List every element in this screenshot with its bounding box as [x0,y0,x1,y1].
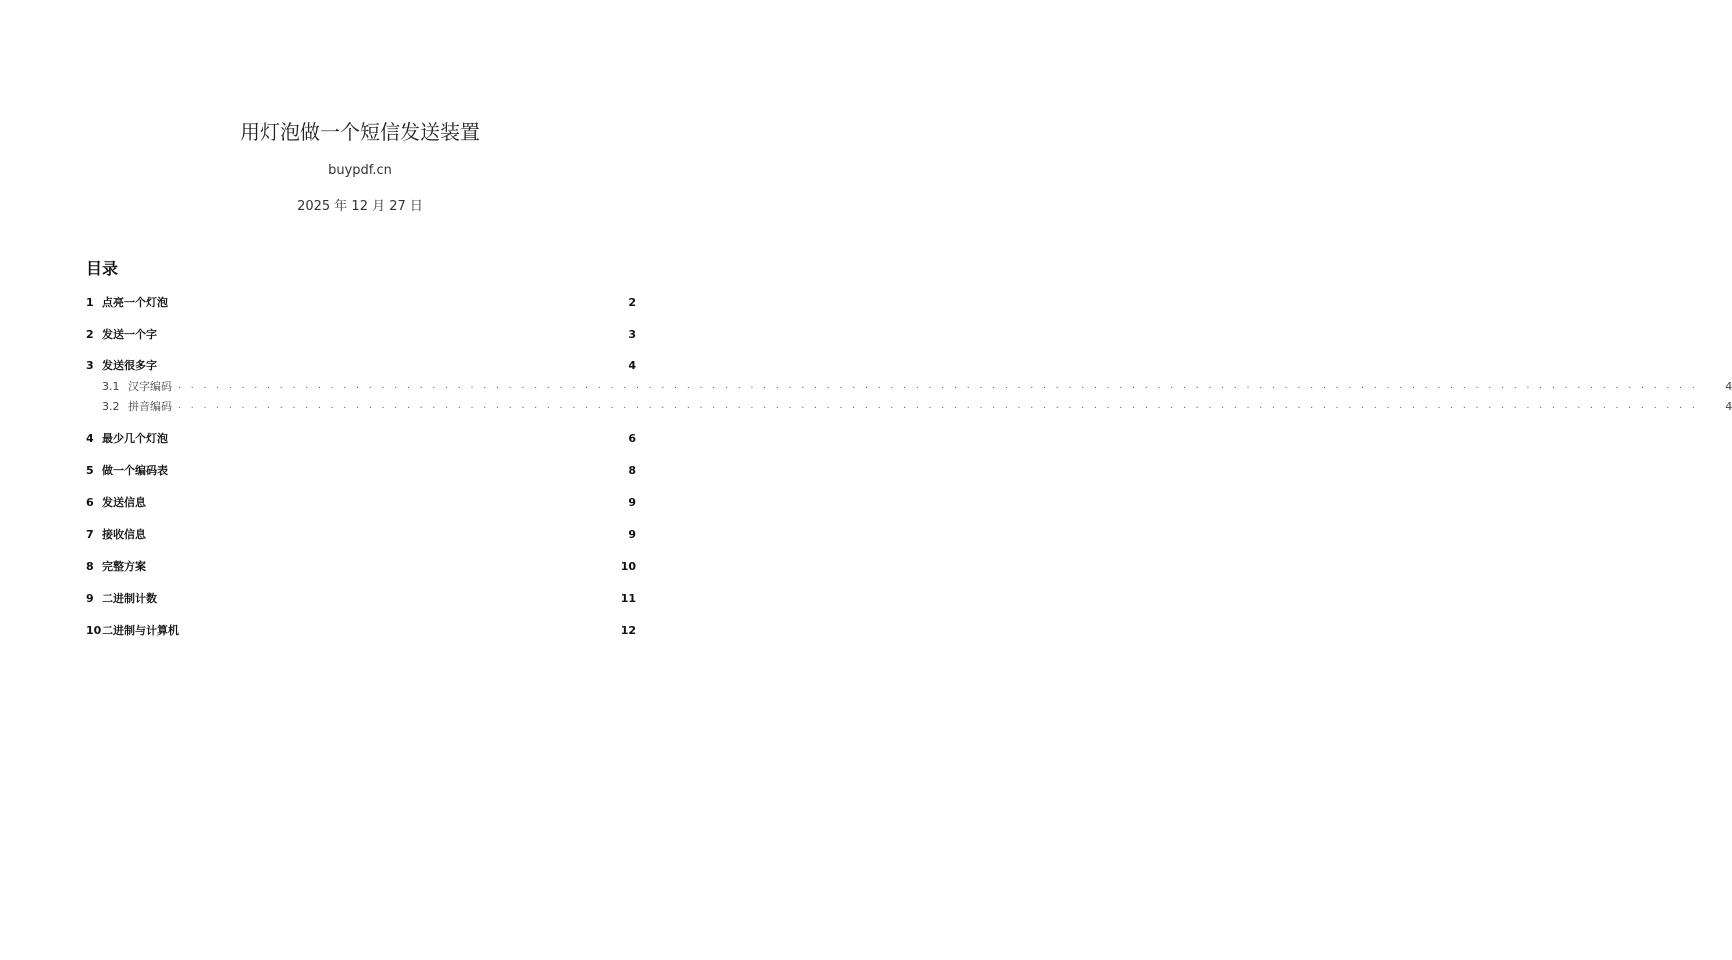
toc-entry-number: 3.1 [102,379,120,393]
toc-entry-title: 点亮一个灯泡 [102,296,168,309]
toc-dot-leader: . . . . . . . . . . . . . . . . . . . . . . . . . . . . . . . . . . . . . . . . . . . . . . . . . . . . . . . . . . . . . . . . . . . . . . . . . . . . . . . . . . . . . . . . . . . . . . . . . . . . . . . . . . . . . . . . . . . . . . . . [178,381,1699,391]
toc-entry-title: 完整方案 [102,560,146,573]
toc-entry-title: 最少几个灯泡 [102,432,168,445]
toc-section-entry[interactable] [86,378,1732,394]
toc-entry-page: 4 [1725,399,1732,413]
toc-section-entry[interactable] [86,398,1732,414]
toc-entry-page: 9 [628,527,636,541]
toc-entry-title: 接收信息 [102,528,146,541]
toc-entry-number: 4 [86,431,94,445]
toc-entry-number: 6 [86,495,94,509]
toc-entry-title: 发送很多字 [102,359,157,372]
toc-entry-title: 二进制与计算机 [102,624,179,637]
toc-entry-number: 1 [86,295,94,309]
toc-entry-page: 4 [628,358,636,372]
toc-entry-number: 3.2 [102,399,120,413]
toc-entry-page: 2 [628,295,636,309]
toc-dot-leader: . . . . . . . . . . . . . . . . . . . . . . . . . . . . . . . . . . . . . . . . . . . . . . . . . . . . . . . . . . . . . . . . . . . . . . . . . . . . . . . . . . . . . . . . . . . . . . . . . . . . . . . . . . . . . . . . . . . . . . . . [178,401,1699,411]
toc-entry-title: 汉字编码 [128,380,172,393]
toc-entry-page: 11 [620,591,636,605]
toc-chapter-entry[interactable] [86,590,636,606]
toc-entry-number: 9 [86,591,94,605]
toc-entry-page: 8 [628,463,636,477]
toc-chapter-entry[interactable] [86,558,636,574]
toc-chapter-entry[interactable] [86,526,636,542]
document-date: 2025 年 12 月 27 日 [297,199,423,214]
toc-chapter-entry[interactable] [86,622,636,638]
toc-entry-number: 2 [86,327,94,341]
toc-entry-page: 10 [620,559,636,573]
document-author: buypdf.cn [328,163,392,178]
toc-heading: 目录 [86,259,119,278]
toc-entry-title: 做一个编码表 [102,464,168,477]
toc-chapter-entry[interactable] [86,494,636,510]
toc-entry-page: 6 [628,431,636,445]
toc-entry-title: 发送一个字 [102,328,157,341]
toc-entry-page: 3 [628,327,636,341]
toc-chapter-entry[interactable] [86,294,636,310]
document-title: 用灯泡做一个短信发送装置 [240,120,480,144]
toc-entry-number: 10 [86,623,102,637]
toc-chapter-entry[interactable] [86,357,636,373]
toc-entry-title: 拼音编码 [128,400,172,413]
toc-entry-number: 3 [86,358,94,372]
toc-entry-title: 发送信息 [102,496,146,509]
toc-chapter-entry[interactable] [86,462,636,478]
toc-chapter-entry[interactable] [86,326,636,342]
toc-entry-title: 二进制计数 [102,592,157,605]
toc-entry-page: 9 [628,495,636,509]
toc-entry-number: 8 [86,559,94,573]
toc-entry-page: 4 [1725,379,1732,393]
toc-entry-number: 7 [86,527,94,541]
toc-entry-page: 12 [620,623,636,637]
toc-entry-number: 5 [86,463,94,477]
toc-chapter-entry[interactable] [86,430,636,446]
